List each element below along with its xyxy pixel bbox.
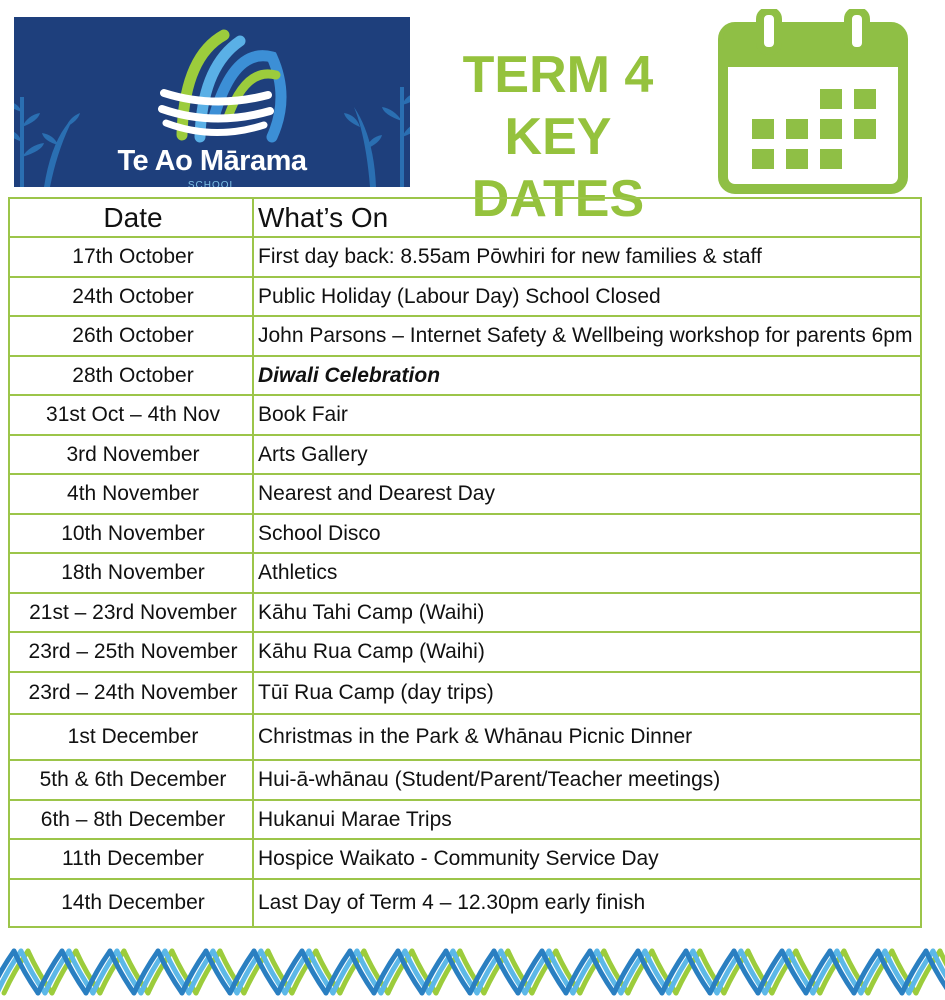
date-cell: 10th November bbox=[9, 514, 253, 553]
table-row bbox=[9, 672, 921, 714]
table-row bbox=[9, 839, 921, 879]
date-cell: 24th October bbox=[9, 277, 253, 316]
event-cell: Arts Gallery bbox=[253, 435, 921, 474]
table-row bbox=[9, 435, 921, 474]
date-cell: 14th December bbox=[9, 879, 253, 927]
date-cell: 31st Oct – 4th Nov bbox=[9, 395, 253, 435]
event-cell: Tūī Rua Camp (day trips) bbox=[253, 672, 921, 714]
date-cell: 4th November bbox=[9, 474, 253, 514]
title-line-1: TERM 4 bbox=[462, 46, 654, 104]
table-row bbox=[9, 474, 921, 514]
calendar-icon bbox=[718, 9, 908, 195]
date-cell: 11th December bbox=[9, 839, 253, 879]
event-cell: Christmas in the Park & Whānau Picnic Dinner bbox=[253, 714, 921, 760]
table-row bbox=[9, 632, 921, 672]
date-cell: 18th November bbox=[9, 553, 253, 593]
event-cell: Athletics bbox=[253, 553, 921, 593]
event-cell: Public Holiday (Labour Day) School Closed bbox=[253, 277, 921, 316]
event-cell: Diwali Celebration bbox=[253, 356, 921, 395]
date-cell: 1st December bbox=[9, 714, 253, 760]
date-cell: 23rd – 25th November bbox=[9, 632, 253, 672]
header-date: Date bbox=[9, 198, 253, 237]
table-row bbox=[9, 714, 921, 760]
event-cell: Hospice Waikato - Community Service Day bbox=[253, 839, 921, 879]
event-cell: John Parsons – Internet Safety & Wellbeing workshop for parents 6pm bbox=[253, 316, 921, 356]
event-cell: Kāhu Tahi Camp (Waihi) bbox=[253, 593, 921, 632]
key-dates-table bbox=[8, 197, 922, 928]
header-whats-on: What’s On bbox=[253, 198, 921, 237]
school-name: Te Ao Mārama bbox=[117, 145, 307, 177]
event-cell: Nearest and Dearest Day bbox=[253, 474, 921, 514]
event-cell: Hui-ā-whānau (Student/Parent/Teacher meetings) bbox=[253, 760, 921, 800]
table-header-row bbox=[9, 198, 921, 237]
table-row bbox=[9, 553, 921, 593]
school-logo bbox=[14, 17, 410, 187]
table-row bbox=[9, 356, 921, 395]
event-cell: Last Day of Term 4 – 12.30pm early finish bbox=[253, 879, 921, 927]
event-cell: First day back: 8.55am Pōwhiri for new families & staff bbox=[253, 237, 921, 277]
table-row bbox=[9, 316, 921, 356]
date-cell: 23rd – 24th November bbox=[9, 672, 253, 714]
table-row bbox=[9, 879, 921, 927]
weave-pattern bbox=[0, 943, 945, 1000]
table-row bbox=[9, 760, 921, 800]
date-cell: 21st – 23rd November bbox=[9, 593, 253, 632]
table-row bbox=[9, 395, 921, 435]
event-cell: Book Fair bbox=[253, 395, 921, 435]
event-cell: Kāhu Rua Camp (Waihi) bbox=[253, 632, 921, 672]
table-row bbox=[9, 800, 921, 839]
table-row bbox=[9, 237, 921, 277]
title-line-2: KEY DATES bbox=[471, 108, 645, 228]
event-cell: Hukanui Marae Trips bbox=[253, 800, 921, 839]
table-row bbox=[9, 514, 921, 553]
date-cell: 5th & 6th December bbox=[9, 760, 253, 800]
date-cell: 28th October bbox=[9, 356, 253, 395]
school-subtitle: SCHOOL bbox=[187, 180, 237, 187]
date-cell: 17th October bbox=[9, 237, 253, 277]
table-row bbox=[9, 277, 921, 316]
date-cell: 6th – 8th December bbox=[9, 800, 253, 839]
table-row bbox=[9, 593, 921, 632]
event-cell: School Disco bbox=[253, 514, 921, 553]
date-cell: 26th October bbox=[9, 316, 253, 356]
date-cell: 3rd November bbox=[9, 435, 253, 474]
